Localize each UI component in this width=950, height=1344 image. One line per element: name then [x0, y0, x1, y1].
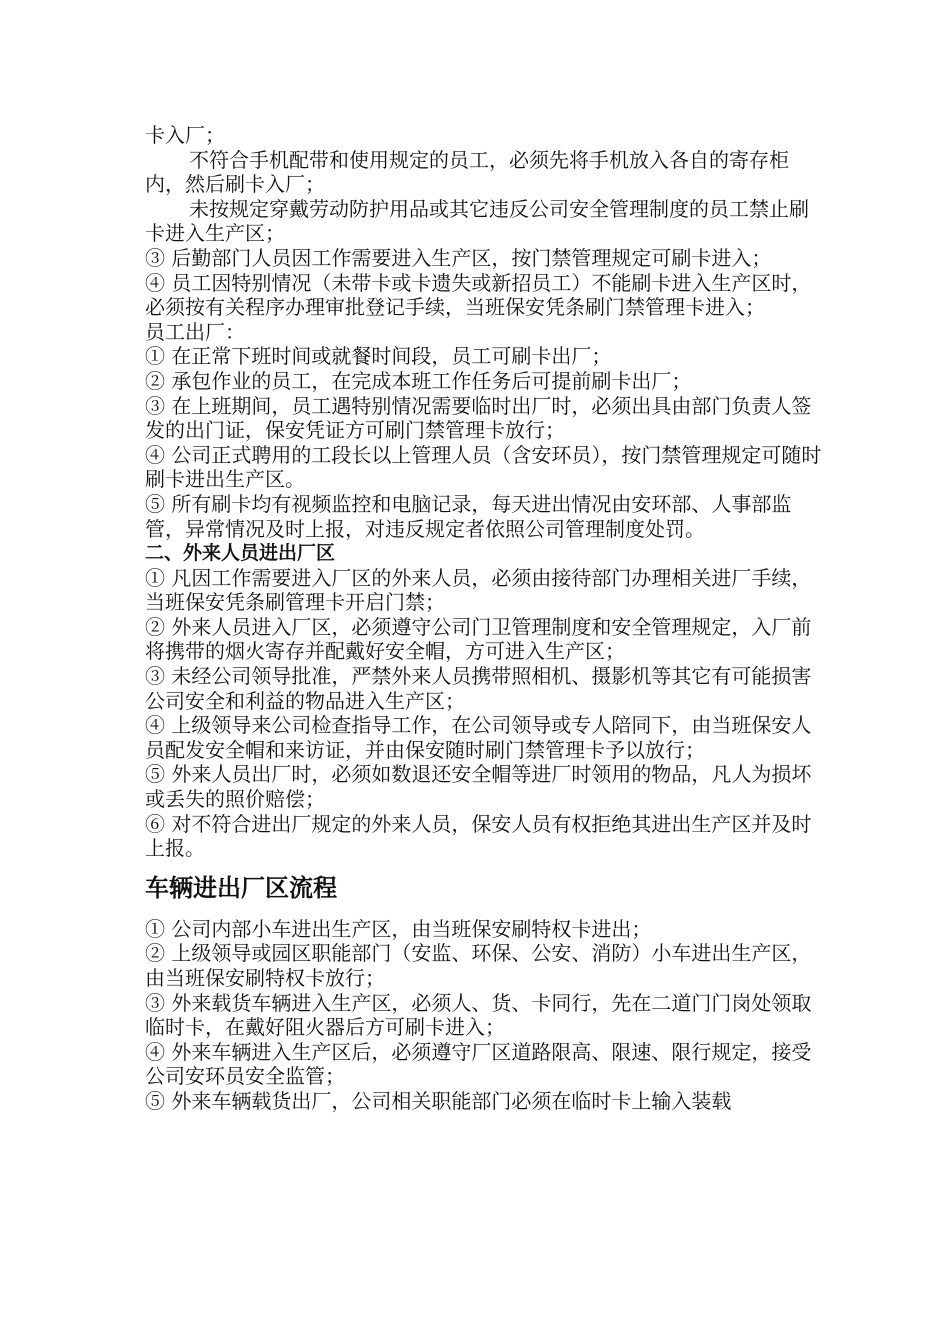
staff-rule-paragraph: 未按规定穿戴劳动防护用品或其它违反公司安全管理制度的员工禁止刷卡进入生产区；: [145, 196, 809, 246]
section-heading-vehicles: 车辆进出厂区流程: [145, 873, 337, 902]
staff-rule-paragraph: ③ 在上班期间，员工遇特别情况需要临时出厂时，必须出具由部门负责人签发的出门证，保安凭证方可刷门禁管理卡放行；: [145, 393, 812, 443]
staff-rule-paragraph: ④ 公司正式聘用的工段长以上管理人员（含安环员），按门禁管理规定可随时刷卡进出生产区。: [145, 442, 822, 492]
staff-rule-paragraph: 员工出厂：: [145, 319, 245, 344]
visitor-rule-paragraph: ① 凡因工作需要进入厂区的外来人员，必须由接待部门办理相关进厂手续，当班保安凭条刷管理卡开启门禁；: [145, 565, 812, 615]
visitor-rule-paragraph: ⑤ 外来人员出厂时，必须如数退还安全帽等进厂时领用的物品，凡人为损坏或丢失的照价赔偿；: [145, 762, 812, 812]
vehicle-rules-section: [145, 917, 825, 1114]
visitor-rules-section: [145, 566, 825, 861]
vehicle-rule-paragraph: ④ 外来车辆进入生产区后，必须遵守厂区道路限高、限速、限行规定，接受公司安环员安全监管；: [145, 1039, 812, 1089]
visitor-rule-paragraph: ③ 未经公司领导批准，严禁外来人员携带照相机、摄影机等其它有可能损害公司安全和利益的物品进入生产区；: [145, 664, 812, 713]
vehicle-rule-paragraph: ① 公司内部小车进出生产区，由当班保安刷特权卡进出；: [145, 916, 652, 941]
vehicle-rule-paragraph: ⑤ 外来车辆载货出厂，公司相关职能部门必须在临时卡上输入装载: [145, 1088, 732, 1113]
staff-rule-paragraph: ① 在正常下班时间或就餐时间段，员工可刷卡出厂；: [145, 344, 612, 369]
visitor-rule-paragraph: ⑥ 对不符合进出厂规定的外来人员，保安人员有权拒绝其进出生产区并及时上报。: [145, 811, 812, 861]
staff-rule-paragraph: ④ 员工因特别情况（未带卡或卡遗失或新招员工）不能刷卡进入生产区时，必须按有关程序办理审批登记手续，当班保安凭条刷门禁管理卡进入；: [145, 270, 812, 320]
staff-rule-paragraph: 不符合手机配带和使用规定的员工，必须先将手机放入各自的寄存柜内，然后刷卡入厂；: [145, 147, 789, 197]
vehicle-rule-paragraph: ② 上级领导或园区职能部门（安监、环保、公安、消防）小车进出生产区，由当班保安刷特权卡放行；: [145, 941, 812, 990]
staff-entry-exit-section: [145, 123, 825, 541]
visitor-rule-paragraph: ② 外来人员进入厂区，必须遵守公司门卫管理制度和安全管理规定，入厂前将携带的烟火寄存并配戴好安全帽，方可进入生产区；: [145, 614, 812, 664]
staff-rule-paragraph: ⑤ 所有刷卡均有视频监控和电脑记录，每天进出情况由安环部、人事部监管，异常情况及时上报，对违反规定者依照公司管理制度处罚。: [145, 491, 792, 541]
document-body: [145, 123, 825, 1114]
vehicle-rule-paragraph: ③ 外来载货车辆进入生产区，必须人、货、卡同行，先在二道门门岗处领取临时卡，在戴好阻火器后方可刷卡进入；: [145, 990, 812, 1040]
staff-rule-paragraph: ③ 后勤部门人员因工作需要进入生产区，按门禁管理规定可刷卡进入；: [145, 245, 772, 270]
section-heading-visitors: 二、外来人员进出厂区: [145, 542, 336, 565]
staff-rule-paragraph: ② 承包作业的员工，在完成本班工作任务后可提前刷卡出厂；: [145, 368, 692, 393]
staff-rule-paragraph: 卡入厂；: [145, 123, 225, 147]
visitor-rule-paragraph: ④ 上级领导来公司检查指导工作，在公司领导或专人陪同下，由当班保安人员配发安全帽和来访证，并由保安随时刷门禁管理卡予以放行；: [145, 713, 812, 762]
